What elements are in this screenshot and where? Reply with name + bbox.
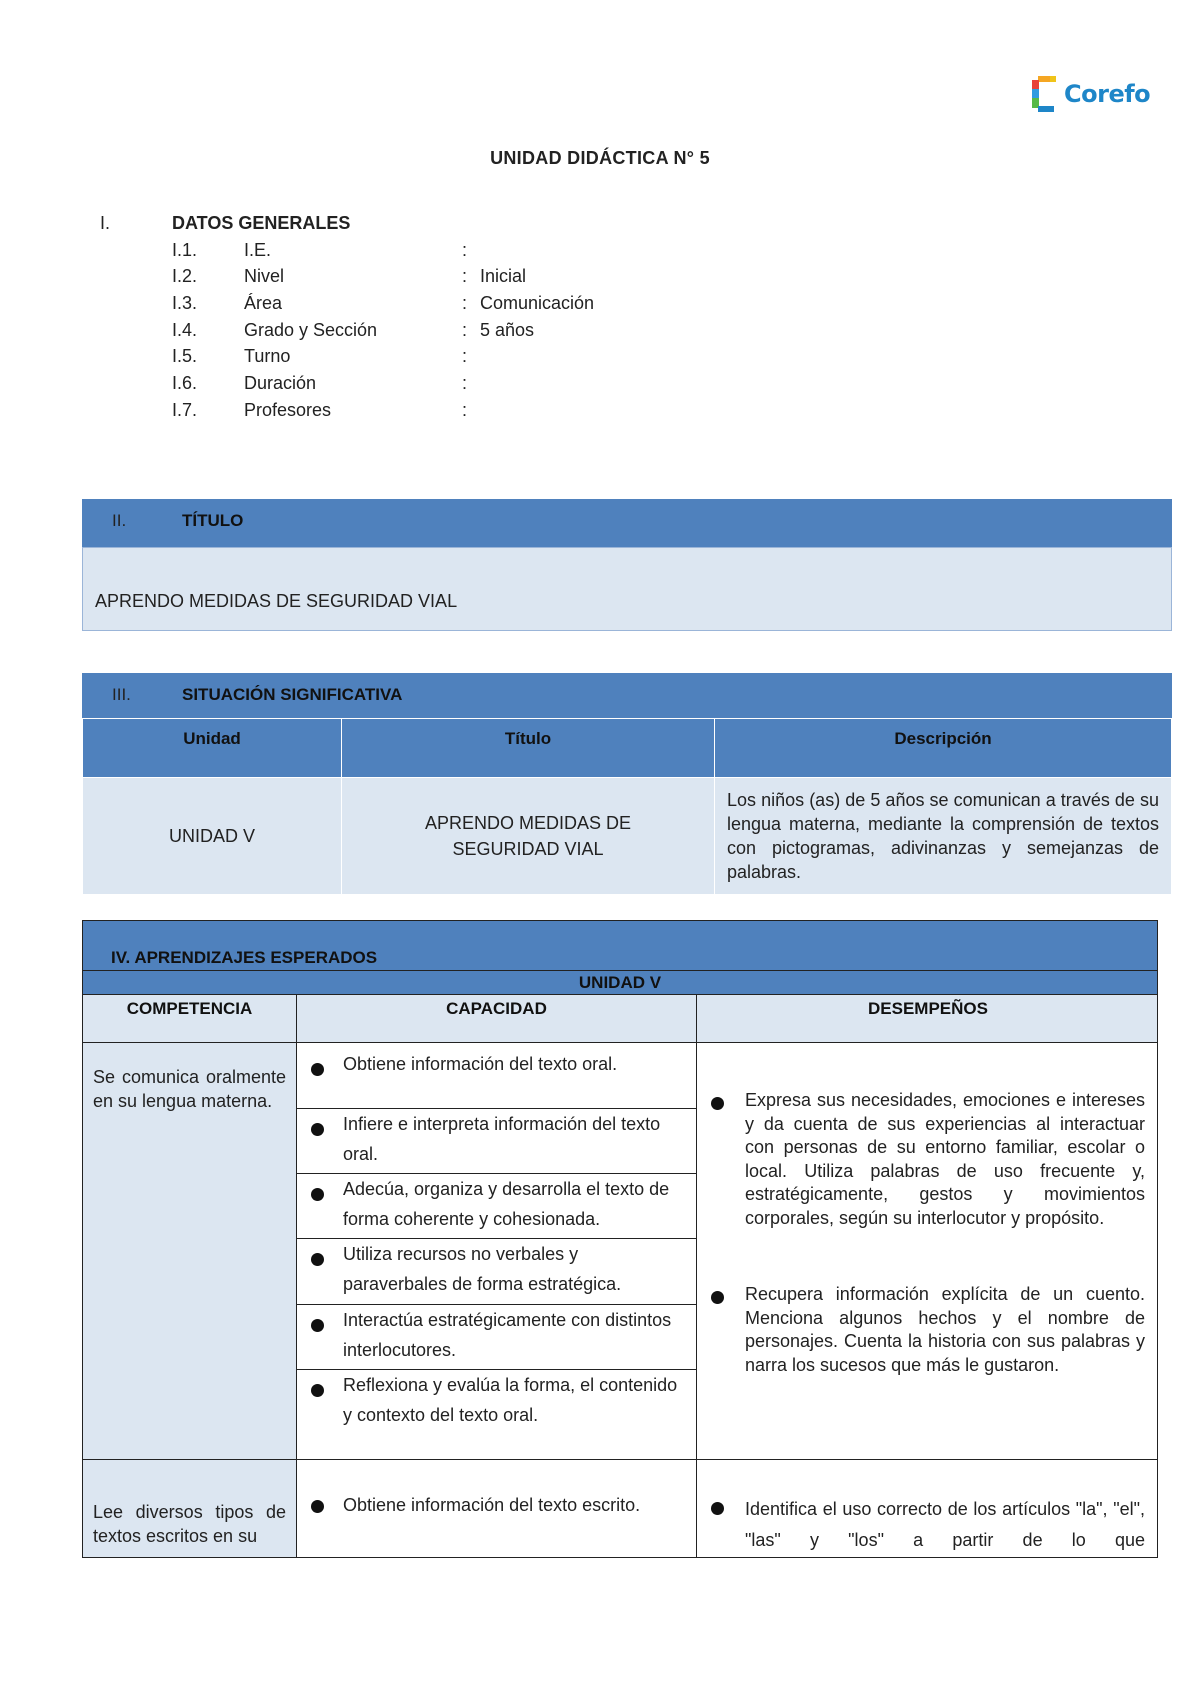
bullet-icon: [311, 1500, 324, 1513]
section-number: II.: [112, 511, 127, 530]
row-number: I.4.: [172, 320, 198, 340]
section-title: TÍTULO: [182, 511, 244, 530]
row-label: Nivel: [244, 266, 285, 286]
desempeno-text: Recupera información explícita de un cuento. Menciona algunos hechos y el nombre de personajes. Cuenta la historia con sus palabras y narra los sucesos que más le gustaron.: [745, 1284, 1145, 1375]
row-colon: :: [462, 346, 468, 366]
capacidad-item: [297, 1370, 696, 1459]
section-number: I.: [100, 213, 111, 233]
datos-row-duracion: [172, 373, 772, 397]
capacidad-text: Infiere e interpreta información del texto oral.: [343, 1114, 661, 1164]
competencia-text: Se comunica oralmente en su lengua materna.: [93, 1067, 286, 1111]
row-label: Profesores: [244, 400, 332, 420]
bullet-icon: [711, 1291, 724, 1304]
section-aprendizajes-header: [83, 921, 1157, 971]
row-number: I.7.: [172, 400, 198, 420]
bullet-icon: [311, 1319, 324, 1332]
row-number: I.1.: [172, 240, 198, 260]
column-header-desempenos: DESEMPEÑOS: [697, 995, 1158, 1043]
column-header-titulo: Título: [342, 719, 715, 778]
row-label: I.E.: [244, 240, 272, 260]
row-label: Turno: [244, 346, 291, 366]
capacidad-item: [297, 1109, 696, 1174]
datos-row-area: [172, 293, 772, 317]
desempeno-text: Identifica el uso correcto de los artículos "la", "el", "las" y "los" a partir de lo que: [745, 1499, 1145, 1550]
bullet-icon: [711, 1097, 724, 1110]
row-colon: :: [462, 320, 468, 340]
row-number: I.6.: [172, 373, 198, 393]
section-titulo-header: [82, 499, 1172, 547]
bullet-icon: [311, 1384, 324, 1397]
cell-unidad: UNIDAD V: [83, 778, 342, 895]
capacidad-item: [297, 1305, 696, 1370]
document-title: UNIDAD DIDÁCTICA N° 5: [490, 148, 710, 168]
capacidad-text: Obtiene información del texto escrito.: [343, 1495, 641, 1515]
capacidad-item: [297, 1043, 696, 1109]
corefo-logo[interactable]: [1032, 76, 1150, 112]
row-colon: :: [462, 373, 468, 393]
section-title: DATOS GENERALES: [172, 213, 351, 233]
datos-row-turno: [172, 346, 772, 370]
datos-row-profesores: [172, 400, 772, 424]
unit-label: UNIDAD V: [83, 971, 1157, 995]
bullet-icon: [711, 1502, 724, 1515]
capacidad-item: [297, 1460, 696, 1558]
row-number: I.2.: [172, 266, 198, 286]
bullet-icon: [311, 1063, 324, 1076]
table-header-row: [83, 719, 1172, 778]
row-label: Duración: [244, 373, 317, 393]
competencia-cell: [83, 1043, 297, 1459]
datos-row-ie: [172, 240, 772, 264]
capacidad-column: [297, 1043, 697, 1459]
competencia-text: Lee diversos tipos de textos escritos en su: [93, 1502, 286, 1546]
desempeno-text: Expresa sus necesidades, emociones e intereses y da cuenta de sus experiencias al interactuar con personas de su entorno familiar, escolar o local. Utiliza palabras de uso frecuente y, estratégicamente, gestos y movimientos corporales, según su interlocutor y propósito.: [745, 1090, 1145, 1228]
capacidad-item: [297, 1239, 696, 1305]
logo-text: Corefo: [1064, 80, 1151, 108]
row-colon: :: [462, 293, 468, 313]
cell-descripcion: Los niños (as) de 5 años se comunican a través de su lengua materna, mediante la comprensión de textos con pictogramas, adivinanzas y semejanzas de palabras.: [715, 778, 1172, 895]
capacidad-item: [297, 1174, 696, 1239]
row-colon: :: [462, 240, 468, 260]
column-header-unidad: Unidad: [83, 719, 342, 778]
column-header-descripcion: Descripción: [715, 719, 1172, 778]
bullet-icon: [311, 1253, 324, 1266]
row-label: Grado y Sección: [244, 320, 378, 340]
bullet-icon: [311, 1188, 324, 1201]
row-label: Área: [244, 293, 283, 313]
unit-title-text: APRENDO MEDIDAS DE SEGURIDAD VIAL: [95, 591, 458, 611]
table-row: [83, 778, 1172, 895]
section-situacion-header: [82, 673, 1172, 718]
bullet-icon: [311, 1123, 324, 1136]
row-value: Inicial: [480, 266, 527, 286]
competencia-cell: [83, 1460, 297, 1558]
column-header-competencia: COMPETENCIA: [83, 995, 297, 1043]
row-colon: :: [462, 400, 468, 420]
section-titulo-body: [82, 547, 1172, 631]
capacidad-text: Reflexiona y evalúa la forma, el contenido y contexto del texto oral.: [343, 1375, 678, 1425]
row-colon: :: [462, 266, 468, 286]
desempenos-column: [697, 1043, 1157, 1459]
cell-titulo: APRENDO MEDIDAS DE SEGURIDAD VIAL: [342, 778, 715, 895]
section-number: III.: [112, 685, 131, 704]
row-number: I.5.: [172, 346, 198, 366]
situacion-table: [82, 718, 1172, 895]
capacidad-text: Obtiene información del texto oral.: [343, 1054, 618, 1074]
section-title: IV. APRENDIZAJES ESPERADOS: [111, 948, 378, 967]
corefo-logo-icon: [1032, 76, 1058, 112]
row-number: I.3.: [172, 293, 198, 313]
datos-row-grado: [172, 320, 772, 344]
capacidad-text: Interactúa estratégicamente con distintos interlocutores.: [343, 1310, 672, 1360]
row-value: 5 años: [480, 320, 535, 340]
section-title: SITUACIÓN SIGNIFICATIVA: [182, 685, 403, 704]
capacidad-text: Utiliza recursos no verbales y paraverbales de forma estratégica.: [343, 1244, 622, 1294]
desempenos-column: [697, 1460, 1157, 1558]
column-header-capacidad: CAPACIDAD: [297, 995, 697, 1043]
capacidad-column: [297, 1460, 697, 1558]
row-value: Comunicación: [480, 293, 595, 313]
datos-row-nivel: [172, 266, 772, 290]
aprendizajes-table: [82, 920, 1158, 1558]
capacidad-text: Adecúa, organiza y desarrolla el texto de forma coherente y cohesionada.: [343, 1179, 670, 1229]
